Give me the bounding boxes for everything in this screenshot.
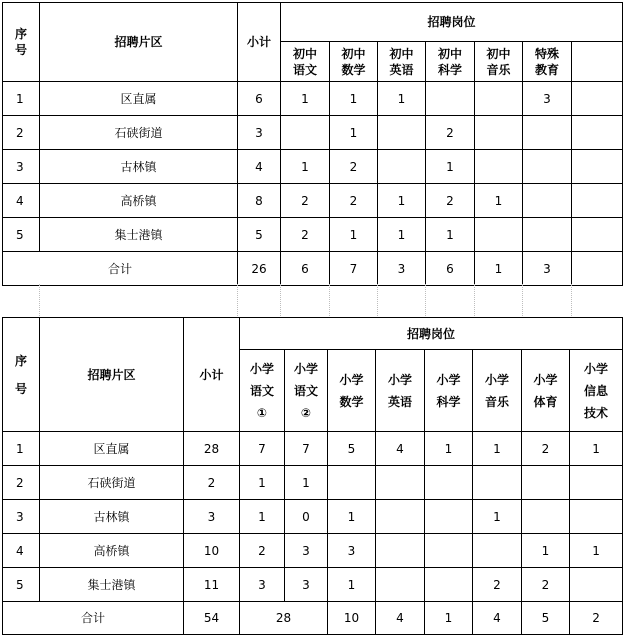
cell-area: 石硖街道 [40,116,238,150]
cell-seq: 3 [3,500,40,534]
cell-area: 区直属 [40,432,184,466]
cell-value: 1 [473,500,522,534]
cell-area: 高桥镇 [40,184,238,218]
cell-value [378,116,426,150]
subject-header [572,42,623,82]
cell-value: 3 [240,568,285,602]
cell-value [572,184,623,218]
primary-recruitment-table [2,317,623,635]
table-row [3,534,623,568]
total-value: 10 [328,602,376,635]
table-row [3,466,623,500]
cell-seq: 2 [3,466,40,500]
total-value: 4 [376,602,425,635]
subject-header: 初中音乐 [475,42,523,82]
cell-value [475,150,523,184]
cell-subtotal: 8 [238,184,281,218]
cell-value [522,500,570,534]
header-area: 招聘片区 [40,3,238,82]
cell-value [523,116,572,150]
cell-value [475,218,523,252]
cell-area: 集士港镇 [40,218,238,252]
table-row [3,150,623,184]
table-row [3,82,623,116]
total-value: 6 [426,252,475,286]
header-positions: 招聘岗位 [281,3,623,42]
cell-value: 2 [473,568,522,602]
total-value: 3 [523,252,572,286]
cell-subtotal: 28 [184,432,240,466]
total-row [3,252,623,286]
cell-value: 3 [285,534,328,568]
cell-subtotal: 11 [184,568,240,602]
subject-header: 小学数学 [328,350,376,432]
subject-header: 小学音乐 [473,350,522,432]
cell-area: 区直属 [40,82,238,116]
cell-value [570,568,623,602]
cell-seq: 5 [3,568,40,602]
header-area: 招聘片区 [40,318,184,432]
cell-seq: 1 [3,432,40,466]
cell-value: 1 [425,432,473,466]
cell-value: 2 [330,150,378,184]
junior-recruitment-table [2,2,623,286]
cell-value: 2 [426,116,475,150]
cell-subtotal: 4 [238,150,281,184]
cell-value [523,218,572,252]
cell-subtotal: 3 [184,500,240,534]
cell-value [473,534,522,568]
header-subtotal: 小计 [184,318,240,432]
total-value: 7 [330,252,378,286]
total-label: 合计 [3,252,238,286]
cell-value: 0 [285,500,328,534]
subject-header: 初中语文 [281,42,330,82]
subject-header: 小学英语 [376,350,425,432]
table-row [3,500,623,534]
total-row [3,602,623,635]
cell-value: 1 [330,82,378,116]
cell-subtotal: 3 [238,116,281,150]
cell-value: 3 [523,82,572,116]
cell-value: 2 [281,184,330,218]
cell-value: 1 [328,500,376,534]
cell-value: 1 [240,466,285,500]
cell-value: 2 [281,218,330,252]
cell-value: 1 [475,184,523,218]
total-value: 1 [475,252,523,286]
cell-value: 1 [378,218,426,252]
cell-value [572,82,623,116]
total-value [572,252,623,286]
total-value: 1 [425,602,473,635]
cell-value: 1 [240,500,285,534]
cell-value [425,500,473,534]
cell-value [376,568,425,602]
header-seq: 序号 [3,3,40,82]
cell-value: 2 [426,184,475,218]
cell-value [378,150,426,184]
total-subtotal: 26 [238,252,281,286]
cell-value [328,466,376,500]
cell-value [426,82,475,116]
cell-value [522,466,570,500]
total-value: 6 [281,252,330,286]
cell-value: 2 [522,568,570,602]
header-seq: 序号 [3,318,40,432]
cell-subtotal: 10 [184,534,240,568]
cell-value: 2 [330,184,378,218]
cell-value: 1 [426,150,475,184]
cell-area: 集士港镇 [40,568,184,602]
cell-value [473,466,522,500]
cell-value: 5 [328,432,376,466]
cell-value [475,82,523,116]
subject-header: 初中数学 [330,42,378,82]
total-value: 4 [473,602,522,635]
table-spacer [2,284,622,316]
cell-value: 4 [376,432,425,466]
subject-header: 小学体育 [522,350,570,432]
cell-subtotal: 5 [238,218,281,252]
header-subtotal: 小计 [238,3,281,82]
subject-header: 初中英语 [378,42,426,82]
cell-value [376,500,425,534]
total-value: 3 [378,252,426,286]
cell-value [475,116,523,150]
cell-value [425,534,473,568]
cell-value: 1 [330,218,378,252]
cell-value [523,184,572,218]
cell-value [376,534,425,568]
cell-value: 1 [522,534,570,568]
cell-seq: 4 [3,534,40,568]
cell-seq: 3 [3,150,40,184]
subject-header: 特殊教育 [523,42,572,82]
cell-value: 2 [522,432,570,466]
cell-value: 3 [285,568,328,602]
cell-area: 石硖街道 [40,466,184,500]
total-label: 合计 [3,602,184,635]
table-row [3,218,623,252]
table-row [3,116,623,150]
cell-area: 古林镇 [40,150,238,184]
cell-subtotal: 6 [238,82,281,116]
subject-header: 小学科学 [425,350,473,432]
cell-value: 1 [426,218,475,252]
cell-seq: 1 [3,82,40,116]
cell-seq: 4 [3,184,40,218]
cell-value [572,218,623,252]
table-row [3,568,623,602]
cell-value [570,466,623,500]
cell-value [523,150,572,184]
cell-value: 1 [570,534,623,568]
cell-value: 1 [473,432,522,466]
total-value: 5 [522,602,570,635]
total-subtotal: 54 [184,602,240,635]
cell-value [425,568,473,602]
total-yuwen: 28 [240,602,328,635]
cell-seq: 2 [3,116,40,150]
cell-value: 1 [378,82,426,116]
cell-value: 1 [281,82,330,116]
cell-value [425,466,473,500]
total-value: 2 [570,602,623,635]
cell-value: 1 [328,568,376,602]
cell-value [376,466,425,500]
cell-value [572,150,623,184]
cell-value: 2 [240,534,285,568]
cell-area: 古林镇 [40,500,184,534]
cell-value: 7 [285,432,328,466]
cell-value: 1 [378,184,426,218]
cell-value [572,116,623,150]
cell-subtotal: 2 [184,466,240,500]
subject-header: 小学信息技术 [570,350,623,432]
subject-header: 小学语文① [240,350,285,432]
cell-area: 高桥镇 [40,534,184,568]
cell-value [281,116,330,150]
header-positions: 招聘岗位 [240,318,623,350]
cell-seq: 5 [3,218,40,252]
cell-value: 1 [330,116,378,150]
subject-header: 初中科学 [426,42,475,82]
cell-value [570,500,623,534]
table-row [3,184,623,218]
cell-value: 1 [285,466,328,500]
cell-value: 1 [570,432,623,466]
cell-value: 7 [240,432,285,466]
cell-value: 1 [281,150,330,184]
cell-value: 3 [328,534,376,568]
subject-header: 小学语文② [285,350,328,432]
table-row [3,432,623,466]
